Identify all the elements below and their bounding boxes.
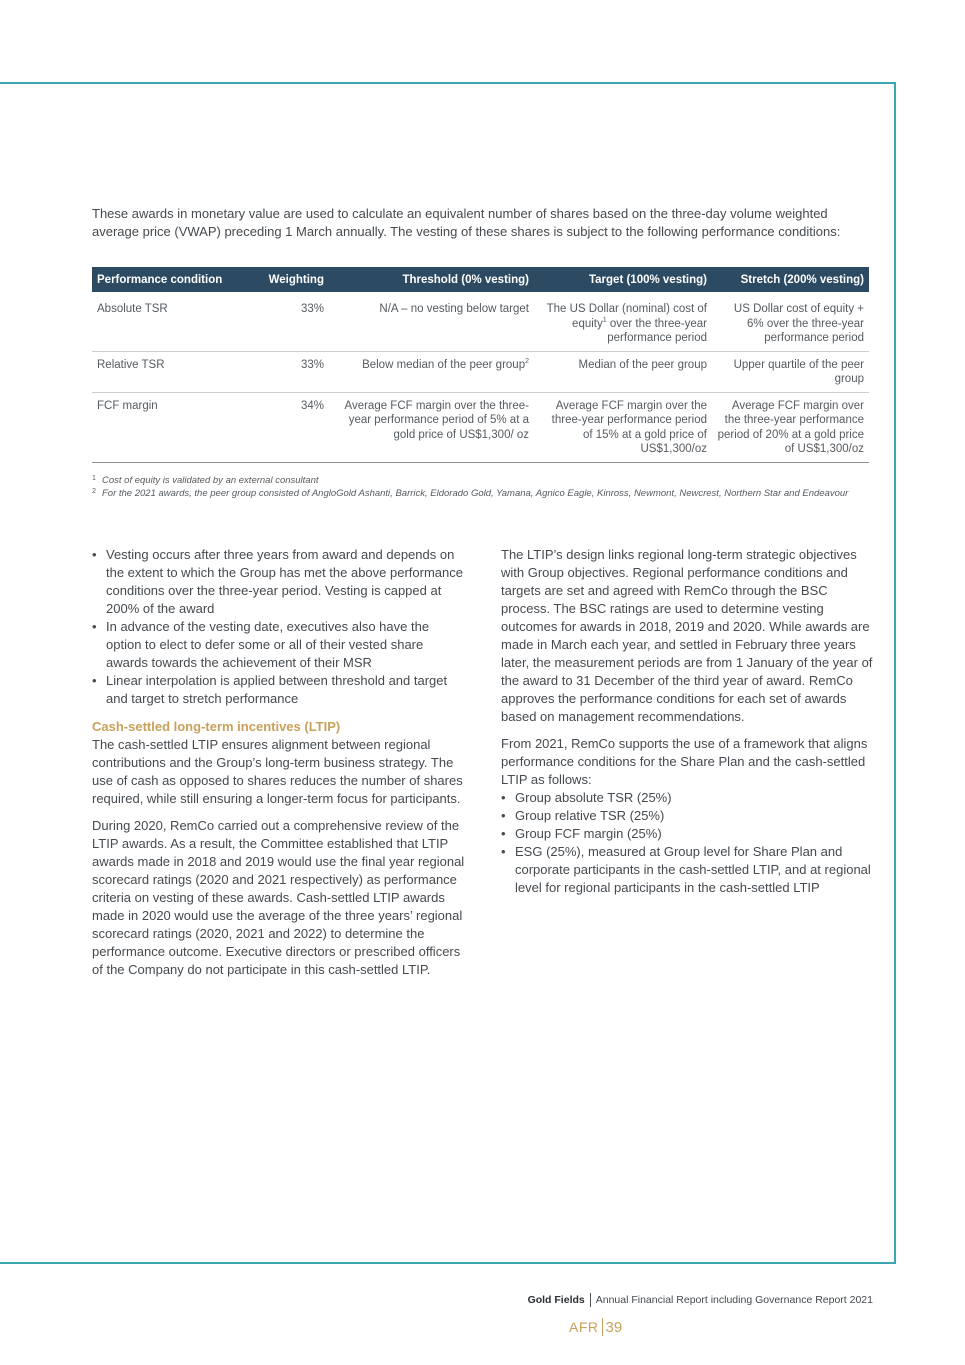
footer-brand: Gold Fields	[527, 1294, 585, 1306]
cell-condition: Relative TSR	[92, 351, 257, 392]
footnotes	[92, 474, 882, 500]
page-number: 39	[605, 1318, 623, 1336]
page-number-divider	[602, 1318, 603, 1336]
footnote-number: 1	[92, 475, 96, 482]
frame-top-line	[0, 82, 896, 84]
header-weighting: Weighting	[257, 267, 329, 292]
header-target: Target (100% vesting)	[534, 267, 712, 292]
footnote-text: For the 2021 awards, the peer group consisted of AngloGold Ashanti, Barrick, Eldorado Gold, Yamana, Agnico Eagle, Kinross, Newmont, Newcrest, Northern Star and Endeavour	[102, 488, 849, 499]
cell-weighting: 34%	[257, 392, 329, 462]
list-item: • Group FCF margin (25%)	[501, 825, 873, 843]
list-item: • ESG (25%), measured at Group level for Share Plan and corporate participants in the cash-settled LTIP, and at regional level for regional participants in the cash-settled LTIP	[501, 843, 873, 897]
footnote-number: 2	[92, 488, 96, 495]
ltip-design-paragraph: The LTIP’s design links regional long-term strategic objectives with Group objectives. Regional performance conditions and targets are set and agreed with RemCo through the BSC process. The BSC ratings are used to determine vesting outcomes for awards in 2018, 2019 and 2020. While awards are made in March each year, and settled in February three years later, the measurement periods are from 1 January of the year of the award to 31 December of the third year of award. RemCo approves the performance conditions for each set of awards based on management recommendations.	[501, 547, 873, 724]
footnote	[92, 487, 882, 500]
list-item: • In advance of the vesting date, executives also have the option to elect to defer some or all of their vested share awards towards the achievement of their MSR	[92, 618, 467, 672]
cell-threshold: Average FCF margin over the three-year performance period of 5% at a gold price of US$1,300/ oz	[329, 392, 534, 462]
footnote-text: Cost of equity is validated by an external consultant	[102, 475, 319, 486]
cell-stretch: Average FCF margin over the three-year performance period of 20% at a gold price of US$1,300/oz	[712, 392, 869, 462]
page-footer	[528, 1293, 873, 1307]
section-label: AFR	[569, 1319, 599, 1335]
cell-threshold	[329, 351, 534, 392]
header-stretch: Stretch (200% vesting)	[712, 267, 869, 292]
cell-stretch: Upper quartile of the peer group	[712, 351, 869, 392]
ltip-review-paragraph: During 2020, RemCo carried out a comprehensive review of the LTIP awards. As a result, the Committee established that LTIP awards made in 2018 and 2019 would use the final year regional scorecard ratings (2020 and 2021 respectively) as performance criteria on vesting of these awards. Cash-settled LTIP awards made in 2020 would use the average of the three years’ regional scorecard ratings (2020, 2021 and 2022) to determine the performance outcome. Executive directors or prescribed officers of the Company do not participate in this cash-settled LTIP.	[92, 818, 465, 977]
cell-target: Median of the peer group	[534, 351, 712, 392]
section-heading-ltip: Cash-settled long-term incentives (LTIP)	[92, 719, 341, 734]
cell-stretch: US Dollar cost of equity + 6% over the three-year performance period	[712, 292, 869, 351]
footer-report-title: Annual Financial Report including Governance Report 2021	[595, 1294, 873, 1306]
cell-condition: Absolute TSR	[92, 292, 257, 351]
table-row	[92, 392, 869, 462]
cell-target-text-b: over the three-year performance period	[606, 317, 707, 344]
cell-threshold-text: Below median of the peer group	[362, 358, 526, 371]
cell-condition: FCF margin	[92, 392, 257, 462]
list-item: • Linear interpolation is applied between threshold and target and target to stretch performance	[92, 672, 467, 708]
vesting-bullet-list	[92, 546, 467, 708]
right-column	[501, 546, 873, 897]
cell-weighting: 33%	[257, 351, 329, 392]
page-number-block	[569, 1318, 622, 1336]
table-header-row	[92, 267, 869, 292]
list-item: • Vesting occurs after three years from award and depends on the extent to which the Group has met the above performance conditions over the three-year period. Vesting is capped at 200% of the award	[92, 546, 467, 618]
list-item: • Group relative TSR (25%)	[501, 807, 873, 825]
framework-bullet-list	[501, 789, 873, 897]
frame-right-line	[894, 82, 896, 1264]
cell-weighting: 33%	[257, 292, 329, 351]
header-performance-condition: Performance condition	[92, 267, 257, 292]
left-column	[92, 546, 467, 988]
footnote	[92, 474, 882, 487]
table-row	[92, 292, 869, 351]
cell-target	[534, 292, 712, 351]
footer-divider	[590, 1293, 591, 1307]
cell-target: Average FCF margin over the three-year performance period of 15% at a gold price of US$1,300/oz	[534, 392, 712, 462]
framework-paragraph: From 2021, RemCo supports the use of a framework that aligns performance conditions for the Share Plan and the cash-settled LTIP as follows:	[501, 736, 868, 787]
cell-threshold: N/A – no vesting below target	[329, 292, 534, 351]
frame-bottom-line	[0, 1262, 896, 1264]
cell-target-text-a: The US Dollar (nominal) cost of equity	[546, 303, 707, 330]
list-item: • Group absolute TSR (25%)	[501, 789, 873, 807]
performance-conditions-table	[92, 267, 869, 463]
header-threshold: Threshold (0% vesting)	[329, 267, 534, 292]
intro-paragraph: These awards in monetary value are used to calculate an equivalent number of shares based on the three-day volume weighted average price (VWAP) preceding 1 March annually. The vesting of these shares is subject to the following performance conditions:	[92, 206, 841, 239]
table-row	[92, 351, 869, 392]
ltip-paragraph: The cash-settled LTIP ensures alignment between regional contributions and the Group’s long-term business strategy. The use of cash as opposed to shares reduces the number of shares required, while still ensuring a longer-term focus for participants.	[92, 737, 463, 806]
footnote-ref-2: 2	[525, 357, 529, 365]
footnote-ref-1: 1	[602, 316, 607, 324]
